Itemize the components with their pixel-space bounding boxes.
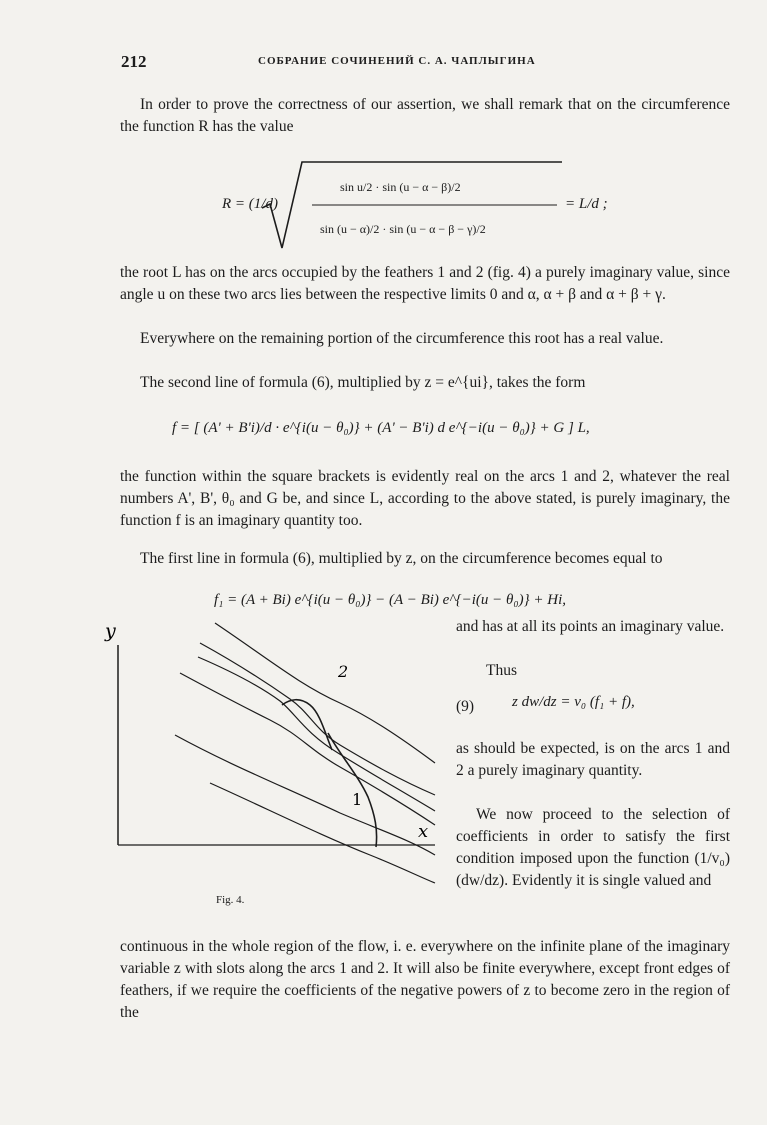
- equation-f: f = [ (A' + B'i)/d · e^{i(u − θ₀)} + (A' − B'i) d e^{−i(u − θ₀)} + G ] L,: [172, 420, 590, 436]
- equation-R-denominator: sin (u − α)/2 · sin (u − α − β − γ)/2: [320, 222, 486, 236]
- paragraph-1: In order to prove the correctness of our assertion, we shall remark that on the circumference the function R has the value: [120, 96, 730, 135]
- x-axis-label: x: [418, 821, 429, 842]
- column-text-2: as should be expected, is on the arcs 1 and 2 a purely imaginary quantity.: [456, 740, 730, 779]
- page-number: 212: [121, 52, 147, 71]
- paragraph-3: Everywhere on the remaining portion of the circumference this root has a real value.: [140, 330, 664, 347]
- feather-1-label: 1: [352, 790, 363, 809]
- equation-R-lhs: R = (1/d): [222, 196, 278, 212]
- equation-f1: f₁ = (A + Bi) e^{i(u − θ₀)} − (A − Bi) e^{−i(u − θ₀)} + Hi,: [214, 592, 566, 608]
- equation-9-number: (9): [456, 698, 475, 715]
- column-text-1: and has at all its points an imaginary value.: [456, 618, 725, 635]
- running-title: СОБРАНИЕ СОЧИНЕНИЙ С. А. ЧАПЛЫГИНА: [258, 55, 536, 67]
- paragraph-5: the function within the square brackets is evidently real on the arcs 1 and 2, whatever the real numbers A', B', θ₀ and G be, and since L, according to the above stated, is purely imaginary, the function f is an imaginary quantity too.: [120, 468, 730, 529]
- y-axis-label: y: [105, 620, 116, 642]
- equation-R-rhs: = L/d ;: [565, 196, 608, 212]
- equation-9: z dw/dz = v₀ (f₁ + f),: [512, 694, 635, 710]
- paragraph-6: The first line in formula (6), multiplied by z, on the circumference becomes equal to: [140, 550, 663, 567]
- equation-R-numerator: sin u/2 · sin (u − α − β)/2: [340, 180, 461, 194]
- feather-2-label: 2: [338, 662, 349, 681]
- paragraph-7: continuous in the whole region of the flow, i. e. everywhere on the infinite plane of the imaginary variable z with slots along the arcs 1 and 2. It will also be finite everywhere, except front edges of feathers, if we require the coefficients of the negative powers of z to become zero in the region of the: [120, 938, 730, 1021]
- figure-4: [100, 615, 440, 905]
- paragraph-4: The second line of formula (6), multiplied by z = e^{ui}, takes the form: [140, 374, 586, 391]
- column-text-3: We now proceed to the selection of coefficients in order to satisfy the first condition imposed upon the function (1/v₀)(dw/dz). Evidently it is single valued and: [456, 806, 730, 889]
- running-header: [0, 52, 767, 76]
- paragraph-2: the root L has on the arcs occupied by the feathers 1 and 2 (fig. 4) a purely imaginary value, since angle u on these two arcs lies between the respective limits 0 and α, α + β and α + β + γ.: [120, 264, 730, 303]
- column-thus: Thus: [486, 662, 517, 679]
- figure-caption: Fig. 4.: [216, 894, 245, 906]
